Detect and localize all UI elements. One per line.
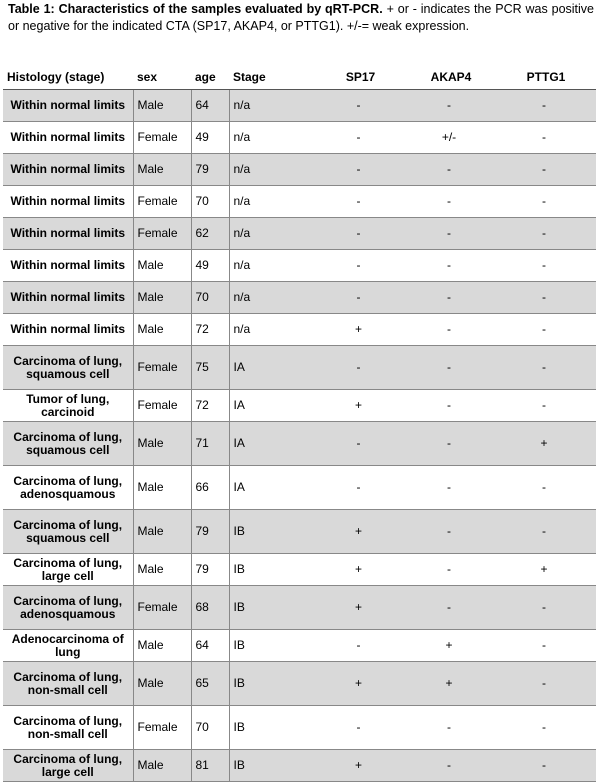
table-row: [3, 218, 596, 250]
cell-histology: Carcinoma of lung, large cell: [3, 554, 133, 586]
cell-pttg1: -: [492, 122, 596, 154]
cell-age: 64: [191, 630, 229, 662]
cell-sp17: -: [311, 282, 406, 314]
table-row: [3, 90, 596, 122]
table-row: [3, 282, 596, 314]
cell-sp17: +: [311, 510, 406, 554]
cell-stage: IB: [229, 630, 311, 662]
cell-akap4: -: [406, 250, 492, 282]
cell-histology: Within normal limits: [3, 282, 133, 314]
table-row: [3, 154, 596, 186]
cell-age: 49: [191, 250, 229, 282]
cell-sp17: -: [311, 90, 406, 122]
header-age: age: [191, 64, 229, 90]
table-row: [3, 422, 596, 466]
cell-akap4: -: [406, 282, 492, 314]
cell-sex: Female: [133, 390, 191, 422]
cell-sp17: -: [311, 122, 406, 154]
cell-sp17: -: [311, 250, 406, 282]
cell-stage: IA: [229, 346, 311, 390]
cell-sp17: -: [311, 630, 406, 662]
cell-age: 70: [191, 186, 229, 218]
cell-stage: n/a: [229, 186, 311, 218]
caption-title: Characteristics of the samples evaluated by qRT-PCR.: [58, 2, 383, 16]
cell-akap4: -: [406, 346, 492, 390]
cell-stage: IA: [229, 390, 311, 422]
table-row: [3, 586, 596, 630]
header-akap4: AKAP4: [406, 64, 492, 90]
cell-pttg1: -: [492, 218, 596, 250]
table-row: [3, 186, 596, 218]
cell-akap4: -: [406, 586, 492, 630]
header-histology: Histology (stage): [3, 64, 133, 90]
cell-stage: n/a: [229, 154, 311, 186]
cell-histology: Adenocarcinoma of lung: [3, 630, 133, 662]
cell-pttg1: -: [492, 186, 596, 218]
cell-akap4: -: [406, 422, 492, 466]
cell-sex: Male: [133, 422, 191, 466]
table-row: [3, 706, 596, 750]
cell-stage: n/a: [229, 314, 311, 346]
header-sp17: SP17: [311, 64, 406, 90]
cell-sex: Male: [133, 662, 191, 706]
cell-sp17: -: [311, 154, 406, 186]
cell-akap4: +: [406, 662, 492, 706]
cell-pttg1: -: [492, 510, 596, 554]
cell-age: 81: [191, 750, 229, 782]
cell-stage: IB: [229, 750, 311, 782]
table-row: [3, 630, 596, 662]
cell-akap4: -: [406, 186, 492, 218]
cell-sp17: +: [311, 750, 406, 782]
cell-age: 62: [191, 218, 229, 250]
cell-age: 70: [191, 282, 229, 314]
cell-stage: IB: [229, 554, 311, 586]
table-row: [3, 554, 596, 586]
cell-sex: Female: [133, 586, 191, 630]
cell-pttg1: +: [492, 554, 596, 586]
table-row: [3, 390, 596, 422]
cell-histology: Carcinoma of lung, squamous cell: [3, 510, 133, 554]
table-body: [3, 90, 596, 782]
cell-histology: Within normal limits: [3, 186, 133, 218]
cell-sp17: -: [311, 466, 406, 510]
cell-stage: n/a: [229, 250, 311, 282]
cell-age: 68: [191, 586, 229, 630]
cell-stage: IA: [229, 466, 311, 510]
cell-histology: Within normal limits: [3, 90, 133, 122]
table-header-row: [3, 64, 596, 90]
table-row: [3, 346, 596, 390]
cell-age: 65: [191, 662, 229, 706]
cell-histology: Carcinoma of lung, squamous cell: [3, 422, 133, 466]
cell-akap4: -: [406, 314, 492, 346]
cell-stage: n/a: [229, 90, 311, 122]
cell-sp17: -: [311, 422, 406, 466]
cell-pttg1: -: [492, 750, 596, 782]
cell-histology: Within normal limits: [3, 314, 133, 346]
cell-sex: Male: [133, 630, 191, 662]
cell-sp17: +: [311, 314, 406, 346]
header-sex: sex: [133, 64, 191, 90]
caption-text: + or - indicates the PCR was positive or negative for the indicated CTA (SP17, AKAP4, or PTTG1). +/-= weak expression.: [8, 2, 594, 33]
cell-age: 79: [191, 510, 229, 554]
cell-stage: n/a: [229, 122, 311, 154]
cell-histology: Within normal limits: [3, 218, 133, 250]
cell-sex: Male: [133, 750, 191, 782]
cell-akap4: -: [406, 466, 492, 510]
cell-sex: Male: [133, 314, 191, 346]
cell-age: 72: [191, 390, 229, 422]
cell-sp17: +: [311, 662, 406, 706]
cell-pttg1: -: [492, 706, 596, 750]
cell-sp17: +: [311, 390, 406, 422]
cell-stage: IB: [229, 510, 311, 554]
cell-sex: Male: [133, 554, 191, 586]
cell-sex: Female: [133, 346, 191, 390]
cell-histology: Within normal limits: [3, 250, 133, 282]
samples-table: [3, 64, 596, 782]
cell-age: 75: [191, 346, 229, 390]
cell-stage: n/a: [229, 282, 311, 314]
cell-pttg1: -: [492, 586, 596, 630]
cell-pttg1: -: [492, 390, 596, 422]
cell-stage: IA: [229, 422, 311, 466]
cell-stage: n/a: [229, 218, 311, 250]
cell-histology: Within normal limits: [3, 154, 133, 186]
cell-sex: Female: [133, 706, 191, 750]
table-row: [3, 662, 596, 706]
cell-histology: Within normal limits: [3, 122, 133, 154]
cell-histology: Carcinoma of lung, non-small cell: [3, 662, 133, 706]
cell-akap4: +: [406, 630, 492, 662]
cell-pttg1: -: [492, 346, 596, 390]
cell-akap4: -: [406, 706, 492, 750]
header-stage: Stage: [229, 64, 311, 90]
cell-pttg1: -: [492, 466, 596, 510]
cell-age: 64: [191, 90, 229, 122]
cell-akap4: -: [406, 750, 492, 782]
cell-akap4: -: [406, 390, 492, 422]
table-row: [3, 466, 596, 510]
cell-age: 71: [191, 422, 229, 466]
cell-histology: Carcinoma of lung, adenosquamous: [3, 586, 133, 630]
cell-sp17: -: [311, 186, 406, 218]
table-caption: [8, 1, 594, 35]
cell-akap4: +/-: [406, 122, 492, 154]
cell-pttg1: -: [492, 314, 596, 346]
cell-sp17: -: [311, 346, 406, 390]
cell-sp17: +: [311, 554, 406, 586]
cell-akap4: -: [406, 554, 492, 586]
cell-sp17: -: [311, 218, 406, 250]
cell-age: 79: [191, 554, 229, 586]
cell-pttg1: -: [492, 630, 596, 662]
cell-stage: IB: [229, 586, 311, 630]
cell-sex: Male: [133, 510, 191, 554]
header-pttg1: PTTG1: [492, 64, 596, 90]
cell-sex: Female: [133, 218, 191, 250]
cell-sex: Male: [133, 282, 191, 314]
cell-pttg1: -: [492, 662, 596, 706]
table-row: [3, 750, 596, 782]
cell-akap4: -: [406, 90, 492, 122]
table-row: [3, 250, 596, 282]
cell-sex: Female: [133, 122, 191, 154]
cell-sex: Female: [133, 186, 191, 218]
table-row: [3, 314, 596, 346]
cell-age: 70: [191, 706, 229, 750]
cell-sex: Male: [133, 250, 191, 282]
cell-sex: Male: [133, 154, 191, 186]
cell-histology: Carcinoma of lung, squamous cell: [3, 346, 133, 390]
cell-pttg1: -: [492, 90, 596, 122]
cell-sp17: -: [311, 706, 406, 750]
cell-pttg1: -: [492, 282, 596, 314]
cell-sex: Male: [133, 90, 191, 122]
cell-age: 66: [191, 466, 229, 510]
cell-akap4: -: [406, 154, 492, 186]
cell-age: 49: [191, 122, 229, 154]
cell-histology: Carcinoma of lung, large cell: [3, 750, 133, 782]
cell-akap4: -: [406, 510, 492, 554]
cell-stage: IB: [229, 662, 311, 706]
cell-pttg1: -: [492, 154, 596, 186]
cell-stage: IB: [229, 706, 311, 750]
cell-pttg1: +: [492, 422, 596, 466]
table-row: [3, 510, 596, 554]
cell-histology: Carcinoma of lung, non-small cell: [3, 706, 133, 750]
caption-label: Table 1:: [8, 2, 55, 16]
cell-pttg1: -: [492, 250, 596, 282]
cell-sex: Male: [133, 466, 191, 510]
cell-histology: Tumor of lung, carcinoid: [3, 390, 133, 422]
cell-akap4: -: [406, 218, 492, 250]
cell-sp17: +: [311, 586, 406, 630]
cell-age: 79: [191, 154, 229, 186]
cell-age: 72: [191, 314, 229, 346]
cell-histology: Carcinoma of lung, adenosquamous: [3, 466, 133, 510]
table-row: [3, 122, 596, 154]
